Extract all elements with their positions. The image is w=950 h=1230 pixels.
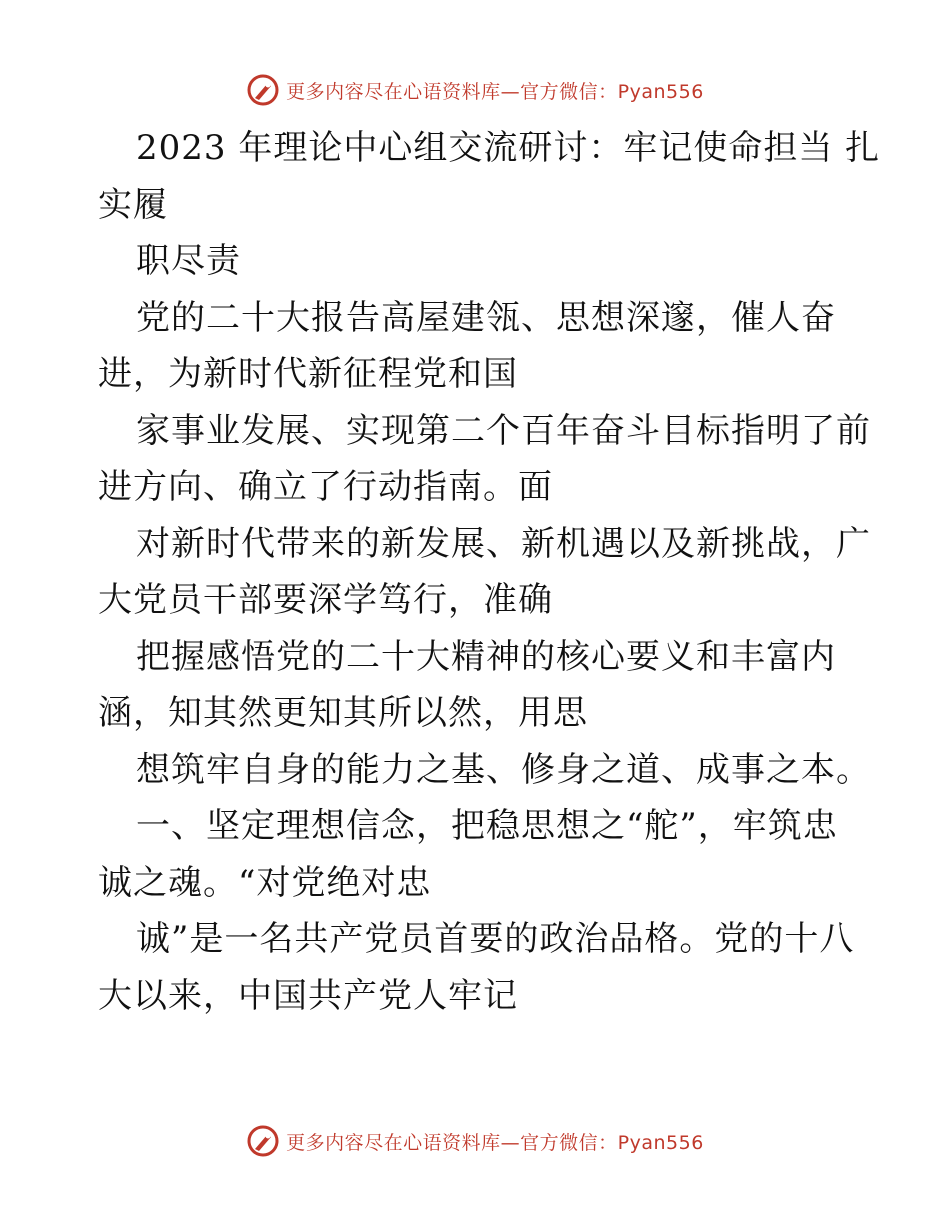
text-line-13: 一、坚定理想信念，把稳思想之“舵”，牢筑忠: [136, 806, 838, 846]
pen-nib-icon: [246, 73, 280, 107]
document-body: [98, 120, 881, 1024]
text-line-10: 把握感悟党的二十大精神的核心要义和丰富内: [136, 636, 836, 677]
text-line-4: 党的二十大报告高屋建瓴、思想深邃，催人奋: [136, 297, 836, 338]
text-line-7: 进方向、确立了行动指南。面: [98, 467, 553, 507]
text-line-5: 进，为新时代新征程党和国: [98, 354, 518, 394]
text-line-8: 对新时代带来的新发展、新机遇以及新挑战，广: [136, 523, 871, 564]
text-line-16: 大以来，中国共产党人牢记: [98, 975, 518, 1016]
watermark-banner-bottom: [0, 1121, 950, 1161]
text-line-15: 诚”是一名共产党员首要的政治品格。党的十八: [136, 919, 855, 959]
text-line-14: 诚之魂。“对党绝对忠: [98, 862, 432, 903]
pen-nib-icon: [246, 1124, 280, 1158]
text-line-1: 2023 年理论中心组交流研讨：牢记使命担当 扎: [136, 128, 881, 168]
text-line-12: 想筑牢自身的能力之基、修身之道、成事之本。: [136, 749, 871, 790]
text-line-6: 家事业发展、实现第二个百年奋斗目标指明了前: [136, 410, 871, 451]
text-line-11: 涵，知其然更知其所以然，用思: [98, 693, 588, 733]
text-line-2: 实履: [98, 184, 168, 225]
watermark-text: 更多内容尽在心语资料库—官方微信：Pyan556: [286, 1131, 704, 1154]
watermark-text: 更多内容尽在心语资料库—官方微信：Pyan556: [286, 80, 704, 103]
watermark-banner-top: [0, 70, 950, 110]
text-line-3: 职尽责: [136, 241, 241, 281]
text-line-9: 大党员干部要深学笃行，准确: [98, 580, 553, 620]
